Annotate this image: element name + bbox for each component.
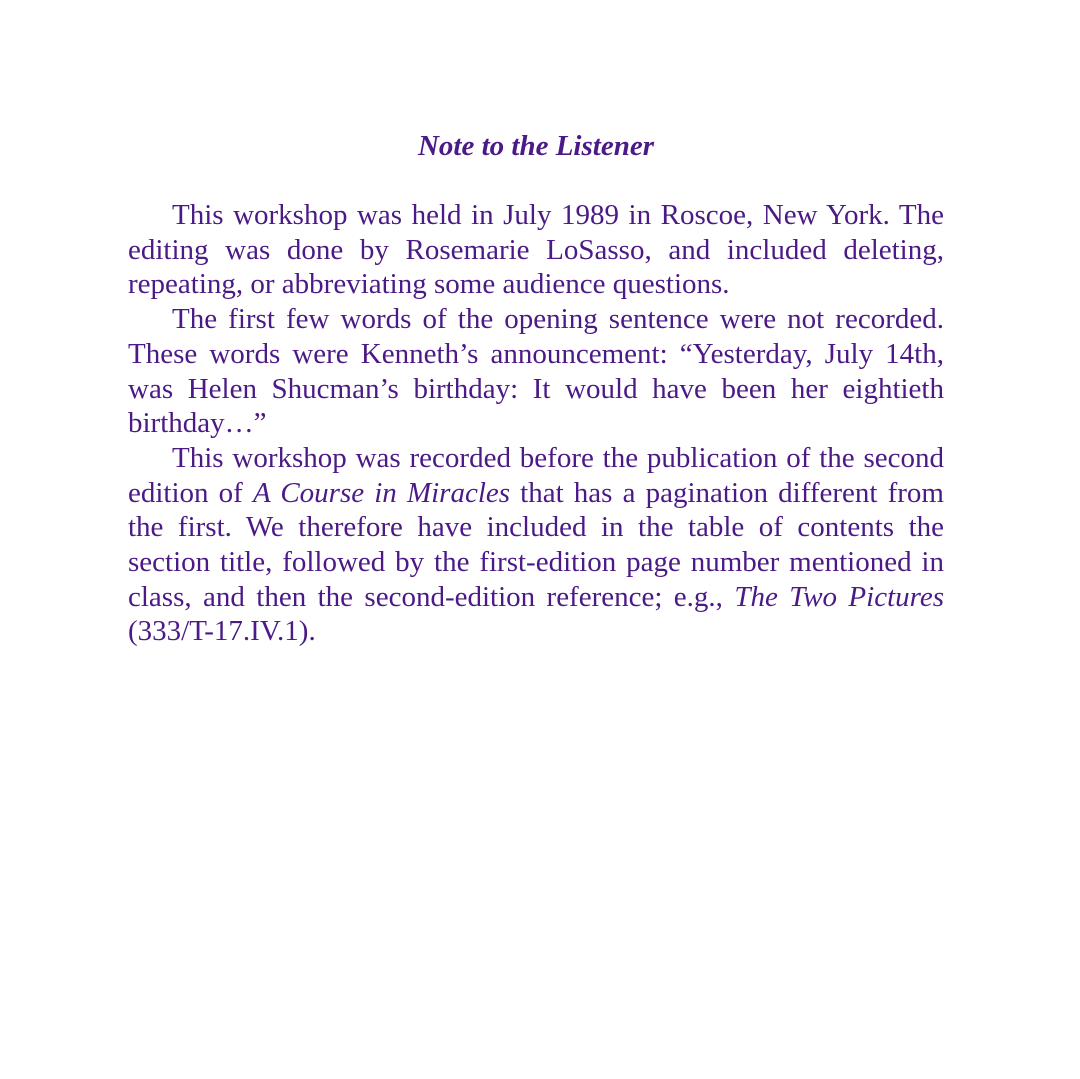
pagination-text-3: (333/T-17.IV.1). xyxy=(128,615,316,648)
pagination-text-2: that has a pagination different from the first. We therefore have included in the table of contents the section title, followed by the first-edition page number mentioned in class, and then the second-edition reference; e.g., xyxy=(128,476,944,613)
book-title: A Course in Miracles xyxy=(252,476,511,509)
document-page xyxy=(128,126,944,649)
paragraph-pagination-note xyxy=(128,441,944,649)
page-title: Note to the Listener xyxy=(417,130,654,162)
paragraph-opening-sentence: The first few words of the opening sentence were not recorded. These words were Kenneth’s announcement: “Yesterday, July 14th, was Helen Shucman’s birthday: It would have been her eightieth birthday…” xyxy=(128,303,944,440)
example-section-title: The Two Pictures xyxy=(734,580,944,613)
paragraph-workshop-info: This workshop was held in July 1989 in Roscoe, New York. The editing was done by Rosemarie LoSasso, and included deleting, repeating, or abbreviating some audience questions. xyxy=(128,199,944,301)
pagination-text-1: This workshop was recorded before the publication of the second edition of xyxy=(128,441,944,509)
